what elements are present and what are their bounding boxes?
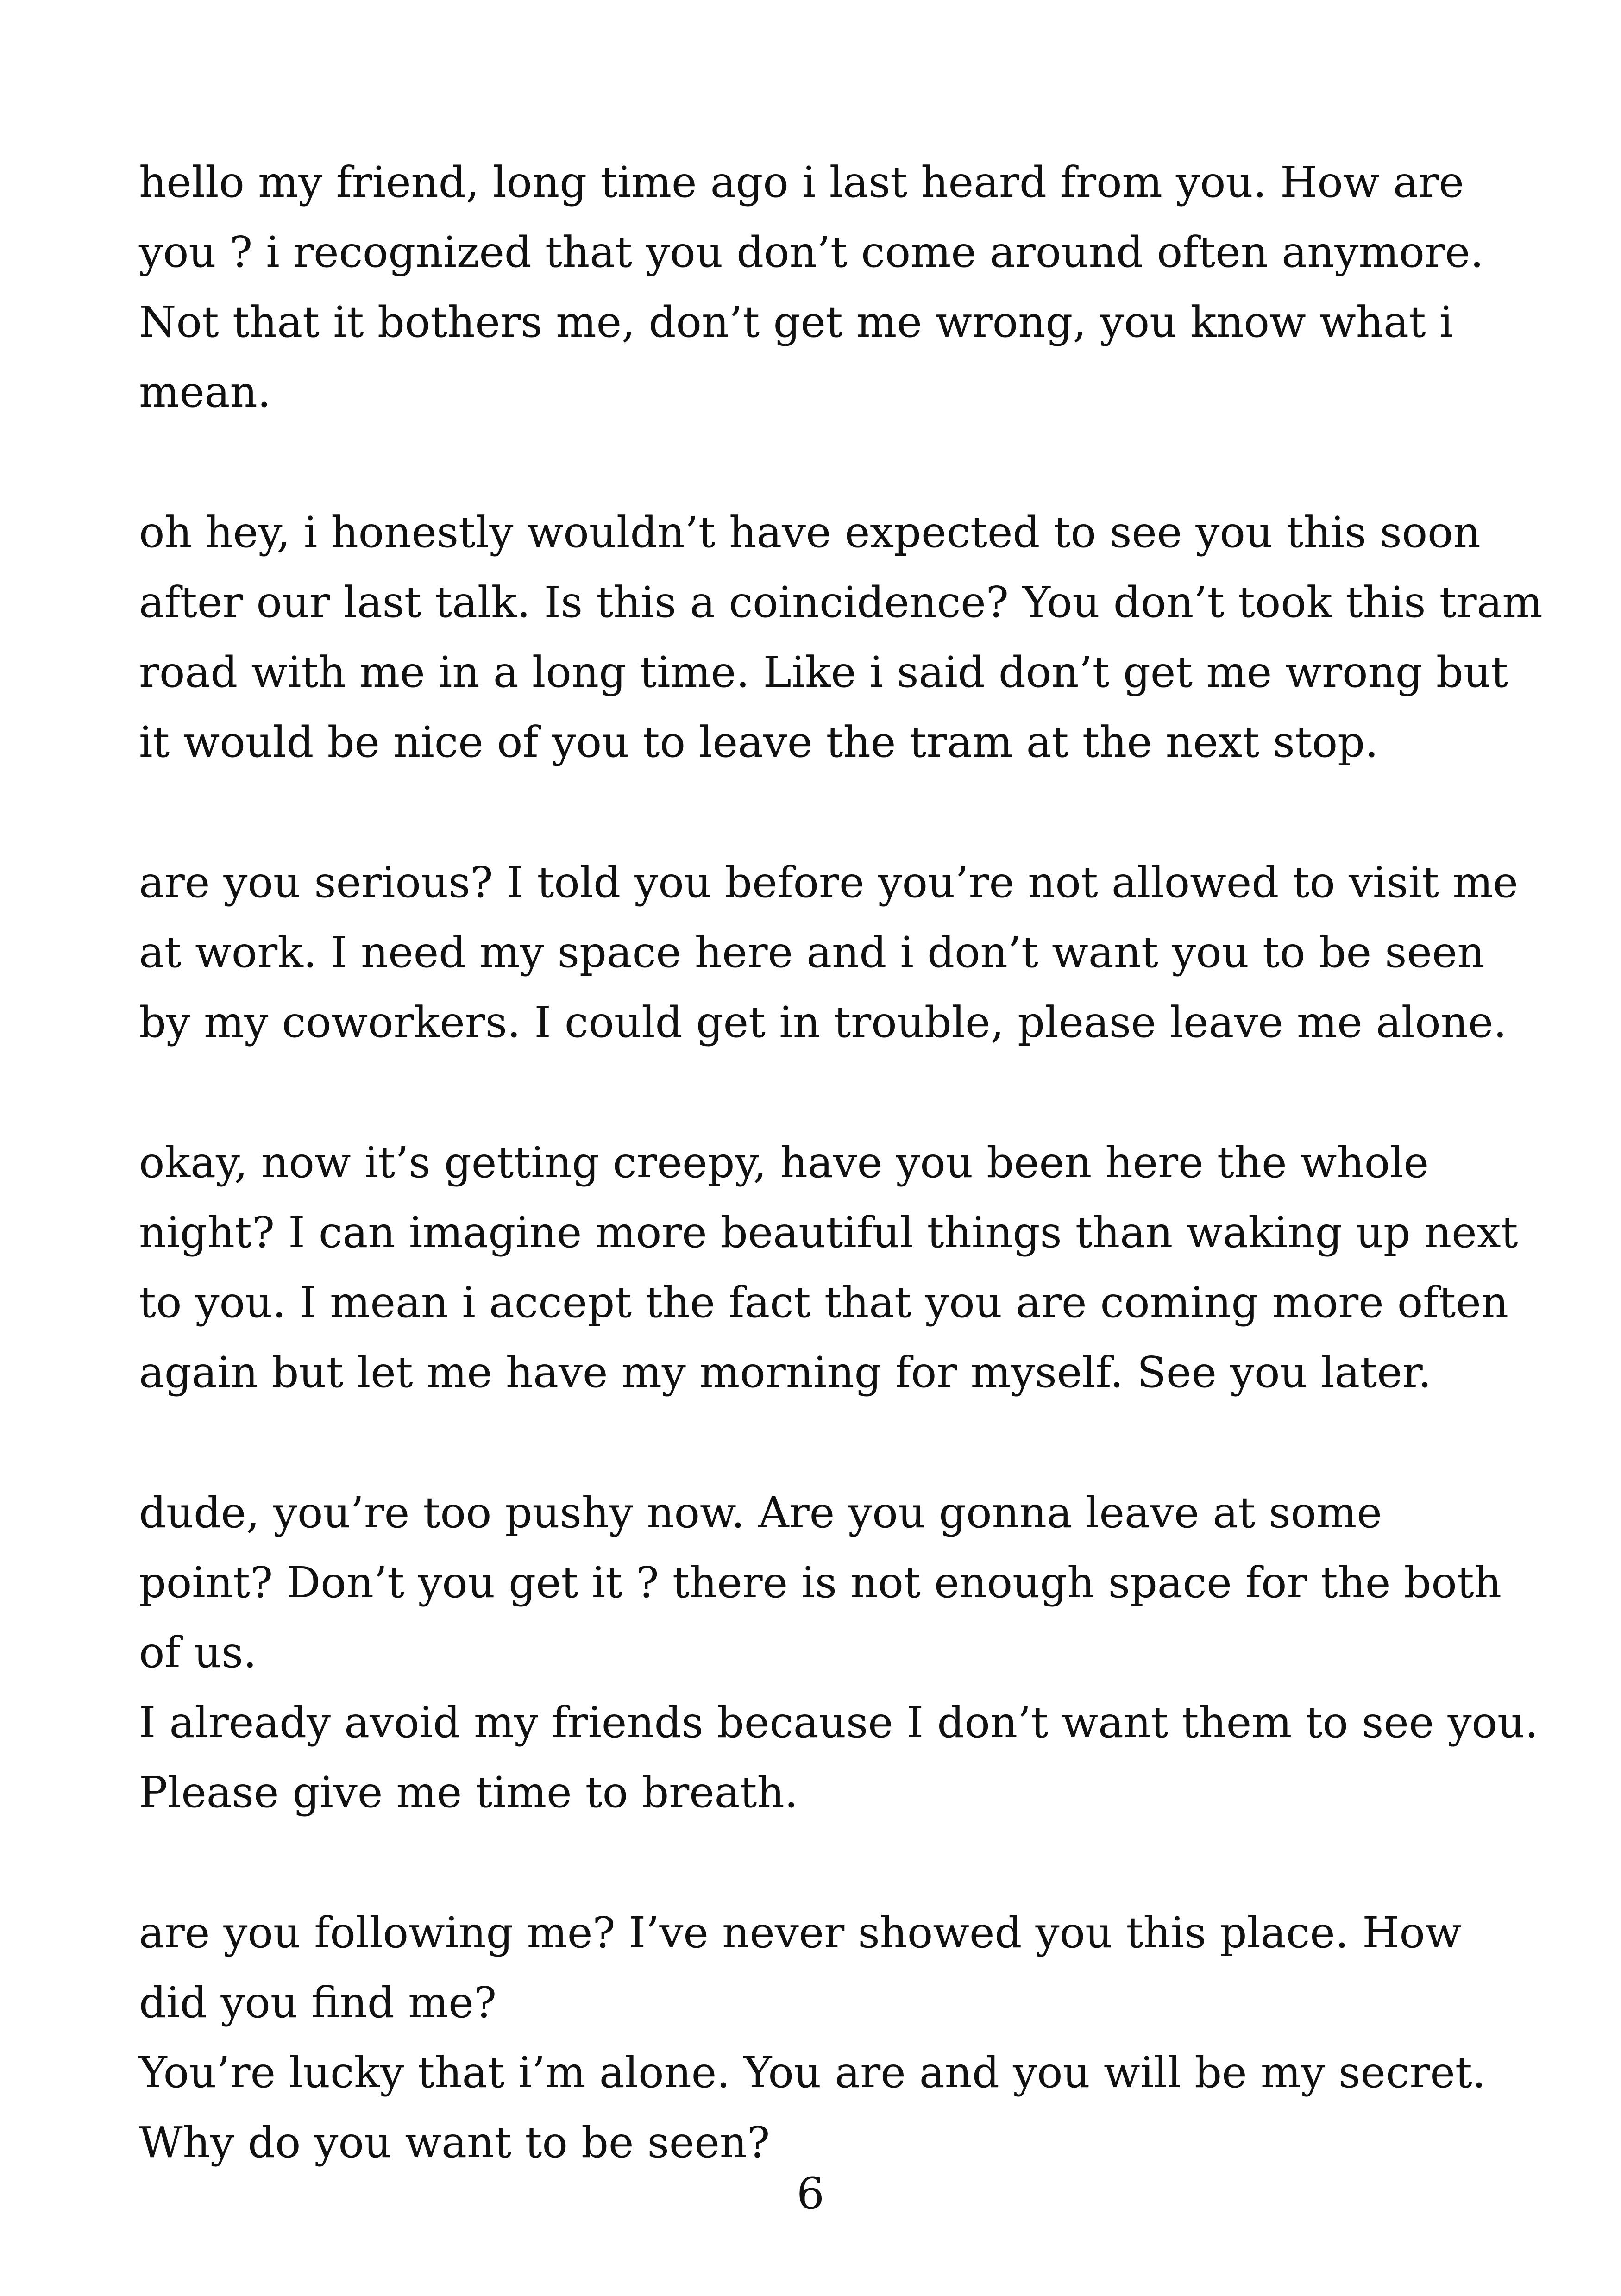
text-line: hello my friend, long time ago i last heard from you. How are [139,157,1464,207]
text-line: did you find me? [139,1978,497,2027]
paragraph [139,147,1510,427]
page-number: 6 [797,2169,824,2219]
text-line: of us. [139,1628,257,1677]
text-line: by my coworkers. I could get in trouble, please leave me alone. [139,997,1507,1047]
text-line: night? I can imagine more beautiful things than waking up next [139,1208,1518,1257]
text-line: mean. [139,367,271,417]
paragraph [139,1478,1539,1827]
paragraph [139,847,1519,1057]
text-line: you ? i recognized that you don’t come around often anymore. [139,227,1484,277]
body-text [139,147,1543,2248]
paragraph [139,497,1543,777]
text-line: Please give me time to breath. [139,1768,798,1817]
text-line: after our last talk. Is this a coincidence? You don’t took this tram [139,577,1543,627]
text-line: You’re lucky that i’m alone. You are and you will be my secret. [139,2048,1486,2097]
text-line: dude, you’re too pushy now. Are you gonna leave at some [139,1488,1382,1537]
text-line: Not that it bothers me, don’t get me wrong, you know what i [139,297,1453,347]
paragraph [139,1898,1510,2177]
text-line: are you serious? I told you before you’re not allowed to visit me [139,858,1519,907]
text-line: I already avoid my friends because I don’t want them to see you. [139,1698,1539,1747]
paragraph [139,1128,1518,1407]
text-line: point? Don’t you get it ? there is not enough space for the both [139,1558,1502,1607]
text-line: at work. I need my space here and i don’t want you to be seen [139,928,1485,977]
text-line: okay, now it’s getting creepy, have you been here the whole [139,1138,1429,1187]
text-line: to you. I mean i accept the fact that you are coming more often [139,1278,1509,1327]
text-line: Why do you want to be seen? [139,2118,770,2167]
text-line: it would be nice of you to leave the tram at the next stop. [139,717,1379,767]
text-line: are you following me? I’ve never showed you this place. How [139,1908,1462,1957]
text-line: road with me in a long time. Like i said don’t get me wrong but [139,647,1508,697]
text-line: oh hey, i honestly wouldn’t have expected to see you this soon [139,508,1481,557]
text-line: again but let me have my morning for myself. See you later. [139,1348,1432,1397]
